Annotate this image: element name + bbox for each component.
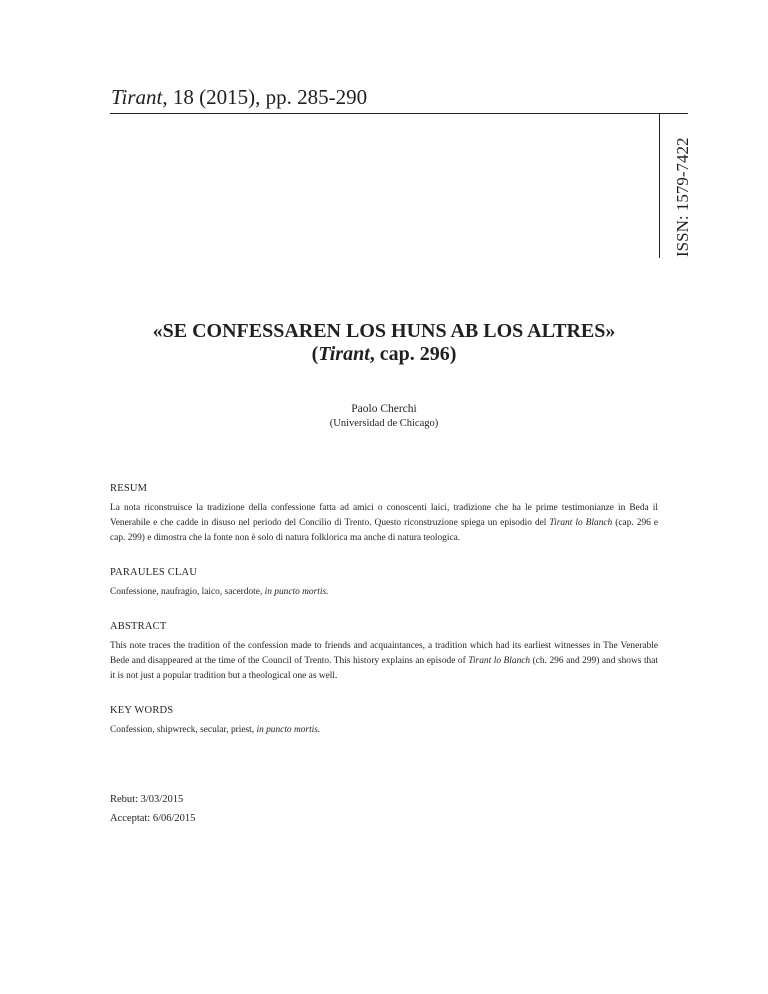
resum-heading: RESUM	[110, 483, 148, 494]
article-title	[110, 320, 658, 366]
key-words-heading: KEY WORDS	[110, 705, 174, 716]
resum-text	[110, 501, 658, 546]
paraules-clau-terms: Confessione, naufragio, laico, sacerdote,	[110, 587, 265, 597]
received-date: Rebut: 3/03/2015	[110, 794, 184, 805]
author-name: Paolo Cherchi	[351, 403, 417, 415]
paraules-clau-italic: in puncto mortis.	[264, 587, 329, 597]
side-rule	[659, 114, 660, 258]
title-line-2-rest: , cap. 296)	[369, 343, 457, 365]
abstract-text-part-2: (ch. 296 and 299) and shows that it is not just a popular tradition but a theological one as well.	[110, 656, 658, 681]
title-line-2	[110, 343, 658, 366]
resum-text-part-1: La nota riconstruisce la tradizione della confessione fatta ad amici o conoscenti laici, tradizione che ha le prime testimonianze in Beda il Venerabile e che cadde in disuso nel periodo del Concilio di Trento. Questo riconstruzione spiega un episodio del	[110, 503, 658, 528]
issn-label: ISSN: 1579-7422	[673, 137, 692, 257]
abstract-text	[110, 639, 658, 684]
title-paren-open: (	[311, 343, 319, 365]
accepted-date: Acceptat: 6/06/2015	[110, 813, 196, 824]
key-words-terms: Confession, shipwreck, secular, priest,	[110, 725, 257, 735]
title-line-1: «SE CONFESSAREN LOS HUNS AB LOS ALTRES»	[152, 320, 616, 342]
journal-name: Tirant,	[111, 85, 168, 109]
resum-text-part-2: (cap. 296 e cap. 299) e dimostra che la fonte non è solo di natura folklorica ma anche di natura teologica.	[110, 518, 659, 543]
resum-text-italic: Tirant lo Blanch	[549, 518, 613, 528]
header-rule	[110, 113, 688, 114]
key-words-text	[110, 723, 658, 738]
abstract-heading: ABSTRACT	[110, 621, 167, 632]
abstract-text-part-1: This note traces the tradition of the confession made to friends and acquaintances, a tradition which had its earliest witnesses in The Venerable Bede and disappeared at the time of the Council of Trento. This history explains an episode of	[110, 641, 658, 666]
paraules-clau-text	[110, 585, 658, 600]
abstract-text-italic: Tirant lo Blanch	[468, 656, 531, 666]
paraules-clau-heading: PARAULES CLAU	[110, 567, 198, 578]
key-words-italic: in puncto mortis.	[256, 725, 321, 735]
journal-header	[111, 84, 367, 110]
journal-reference: 18 (2015), pp. 285-290	[167, 85, 368, 109]
title-italic: Tirant	[318, 343, 370, 365]
author-affiliation: (Universidad de Chicago)	[329, 418, 439, 429]
